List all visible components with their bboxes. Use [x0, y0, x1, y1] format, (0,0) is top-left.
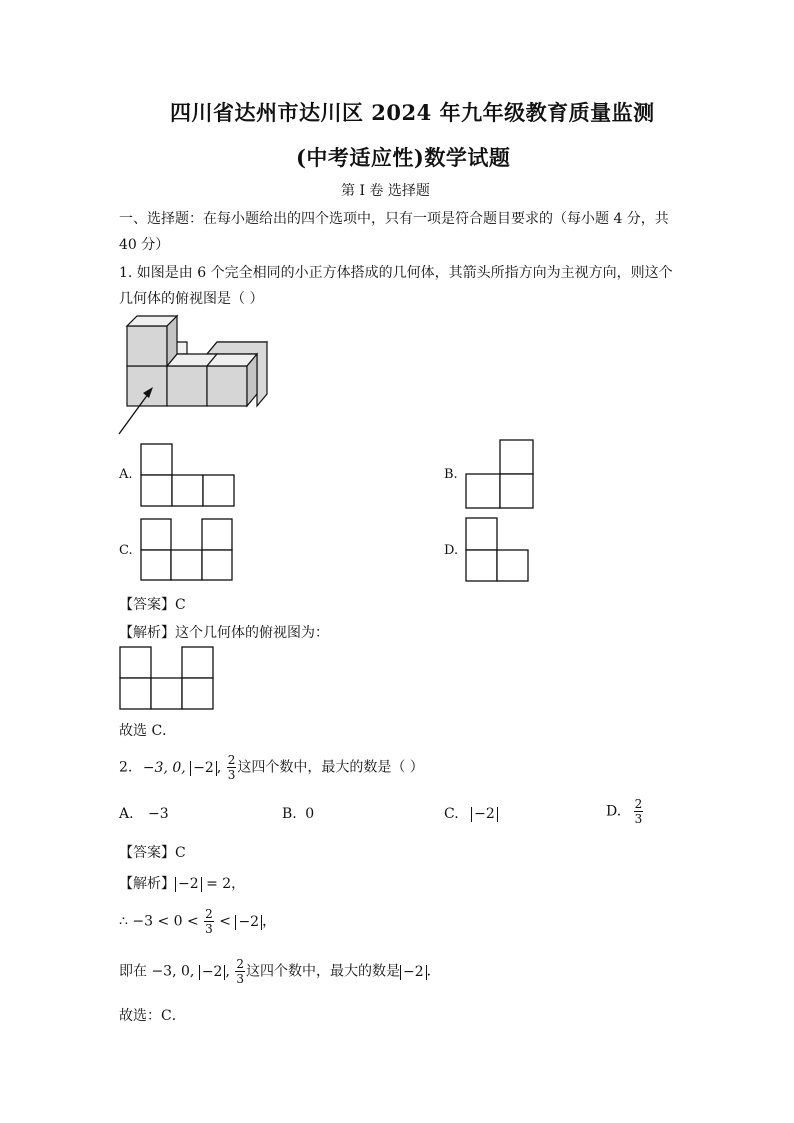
part-intro-cont: 40 分）: [119, 237, 170, 253]
q1-answer: 【答案】C: [119, 597, 186, 613]
q2-conclusion: 故选：C．: [119, 1008, 186, 1024]
q2-option-a[interactable]: [119, 806, 169, 822]
page-title: 四川省达州市达川区 2024 年九年级教育质量监测: [170, 100, 655, 125]
q1-analysis: 【解析】这个几何体的俯视图为：: [119, 625, 329, 641]
page-subtitle: (中考适应性)数学试题: [296, 145, 511, 170]
q2-step3-mid: 这四个数中，最大的数是: [246, 963, 400, 980]
q1-conclusion: 故选 C．: [119, 723, 177, 739]
q2-step2-tail: ，: [262, 913, 277, 930]
q2-option-a-value: −3: [148, 806, 169, 822]
q1-option-b-label[interactable]: B.: [444, 467, 458, 482]
q2-answer: 【答案】C: [119, 845, 186, 861]
q2-option-b-label: B.: [282, 806, 297, 822]
q1-option-b-figure[interactable]: [465, 439, 535, 511]
q1-option-c-label[interactable]: C.: [119, 543, 133, 558]
section-heading: 第 I 卷 选择题: [341, 183, 430, 199]
q2-abs-value: −2: [190, 761, 217, 776]
q2-stem: 2. −3, 0, −2 , $\frac{2}{3}$ 这四个数中，最大的数是（ ）: [119, 753, 424, 782]
q1-solid-figure: [115, 312, 275, 437]
q2-step3-pre: 即在 −3, 0,: [119, 963, 195, 980]
q2-analysis-line1: [119, 873, 245, 893]
q2-fraction: $\frac{2}{3}$: [227, 753, 236, 782]
q2-option-a-label: A.: [119, 806, 134, 822]
q2-analysis-abs: −2: [175, 877, 202, 892]
q2-option-c[interactable]: [444, 806, 498, 822]
q2-option-d-value: $\frac{2}{3}$: [634, 797, 643, 826]
q2-analysis-head: 【解析】: [119, 876, 175, 892]
q2-step2-pre: ∴ −3 < 0 <: [119, 913, 199, 930]
q1-option-a-label[interactable]: A.: [119, 467, 133, 482]
q1-stem: 1. 如图是由 6 个完全相同的小正方体搭成的几何体，其箭头所指方向为主视方向，则这个: [119, 265, 673, 281]
q1-option-d-label[interactable]: D.: [444, 543, 459, 558]
q2-step3-tail: ．: [426, 963, 441, 980]
q2-step2-mid: <: [219, 913, 231, 930]
q2-analysis-line3: 即在 −3, 0, −2 , $\frac{2}{3}$ 这四个数中，最大的数是 −2 ．: [119, 957, 441, 986]
q2-number-list: −3, 0,: [142, 759, 186, 776]
q2-analysis-line2: [119, 908, 276, 935]
q2-number: 2.: [119, 759, 133, 776]
q2-option-d-label: D.: [606, 803, 622, 820]
q2-option-b[interactable]: [282, 806, 314, 822]
q2-step3-abs: −2: [199, 965, 226, 980]
q2-option-c-label: C.: [444, 806, 459, 822]
q2-option-c-value: −2: [471, 807, 498, 822]
q2-option-d[interactable]: [606, 798, 644, 825]
q2-analysis-eq: = 2，: [206, 876, 246, 892]
q1-option-a-figure[interactable]: [140, 443, 236, 507]
q2-step3-fraction: $\frac{2}{3}$: [236, 957, 244, 986]
q2-step2-abs: −2: [235, 915, 262, 930]
q2-step3-abs-max: −2: [400, 965, 427, 980]
q2-stem-tail: 这四个数中，最大的数是（ ）: [237, 759, 424, 776]
q1-analysis-figure: [119, 646, 217, 710]
q1-option-d-figure[interactable]: [465, 517, 531, 583]
q1-option-c-figure[interactable]: [140, 518, 234, 582]
q1-stem-cont: 几何体的俯视图是（ ）: [119, 291, 264, 307]
q2-option-b-value: 0: [305, 806, 315, 822]
q2-step2-fraction: $\frac{2}{3}$: [205, 907, 213, 936]
part-intro: 一、选择题：在每小题给出的四个选项中，只有一项是符合题目要求的（每小题 4 分，共: [119, 211, 669, 227]
